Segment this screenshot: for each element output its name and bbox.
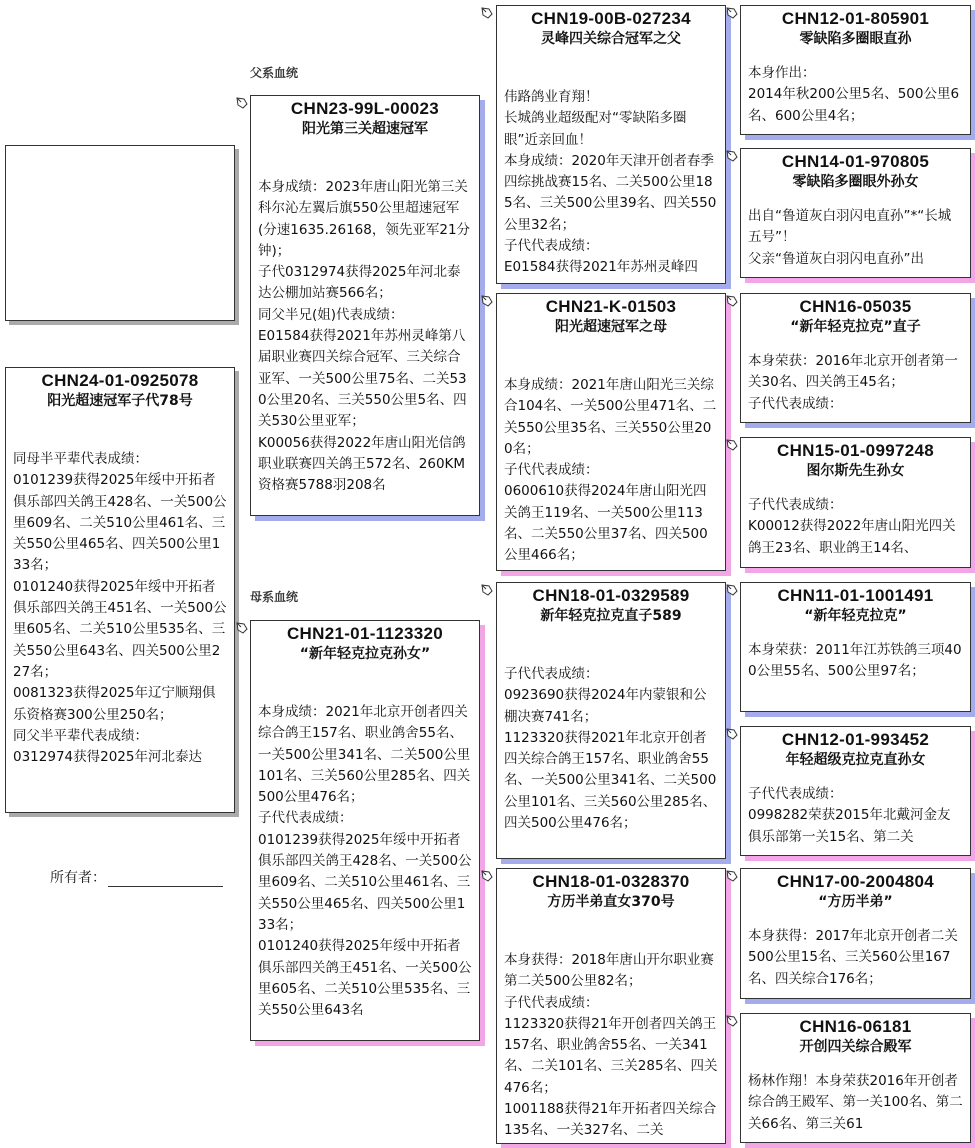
pigeon-details: 出自“鲁道灰白羽闪电直孙”*“长城五号”！ 父亲“鲁道灰白羽闪电直孙”出 xyxy=(748,208,952,267)
pigeon-name: 灵峰四关综合冠军之父 xyxy=(541,31,681,47)
pigeon-details: 子代代表成绩： 0998282荣获2015年北戴河金友俱乐部第一关15名、第二关 xyxy=(748,786,951,845)
edit-icon[interactable] xyxy=(480,869,494,883)
pigeon-name: 图尔斯先生孙女 xyxy=(806,463,905,479)
pigeon-name: 零缺陷多圈眼直孙 xyxy=(799,31,912,47)
ancestor-card[interactable] xyxy=(740,1013,971,1143)
pigeon-details: 子代代表成绩： 0923690获得2024年内蒙银和公棚决赛741名； 1123320获得2021年北京开创者四关综合鸽王157名、职业鸽舍55名、一关500公里341名、二关500公里101名、三关560公里285名、四关500公里476名； xyxy=(504,666,717,832)
owner-label: 所有者： xyxy=(50,870,106,886)
dam-card[interactable] xyxy=(250,620,480,1041)
sire-card[interactable] xyxy=(250,95,480,516)
ring-number: CHN18-01-0329589 xyxy=(532,586,690,605)
sire-line-label: 父系血统 xyxy=(250,66,299,80)
pigeon-details: 本身荣获：2011年江苏铁鸽三项400公里55名、500公里97名； xyxy=(748,642,962,680)
ring-number: CHN23-99L-00023 xyxy=(290,99,440,118)
pigeon-details: 伟路鸽业育翔！ 长城鸽业超级配对“零缺陷多圈眼”近亲回血！ 本身成绩：2020年天津开创者春季四综挑战赛15名、二关500公里185名、三关500公里39名、四关550公里32名； 子代代表成绩： E01584获得2021年苏州灵峰四 xyxy=(504,89,717,276)
ring-number: CHN16-05035 xyxy=(799,297,912,316)
pigeon-details: 杨林作翔！本身荣获2016年开创者综合鸽王殿军、第一关100名、第二关66名、第三关61 xyxy=(748,1073,963,1132)
owner-field xyxy=(50,867,223,887)
pigeon-name: “方历半弟” xyxy=(818,894,893,910)
ancestor-card[interactable] xyxy=(740,582,971,712)
pigeon-name: 新年轻克拉克直子589 xyxy=(540,608,682,624)
ancestor-card[interactable] xyxy=(740,293,971,423)
pigeon-details: 本身获得：2017年北京开创者二关500公里15名、三关560公里167名、四关综合176名； xyxy=(748,928,958,987)
sire-sire-card[interactable] xyxy=(496,5,726,284)
pigeon-name: 零缺陷多圈眼外孙女 xyxy=(792,174,919,190)
pigeon-name: 阳光超速冠军子代78号 xyxy=(47,393,193,409)
ring-number: CHN11-01-1001491 xyxy=(777,586,934,605)
pigeon-details: 本身成绩：2023年唐山阳光第三关科尔沁左翼后旗550公里超速冠军(分速1635.26168，领先亚军21分钟)； 子代0312974获得2025年河北泰达公棚加站赛566名； 同父半兄(姐)代表成绩： E01584获得2021年苏州灵峰第八届职业赛四关综合冠军、三关综合亚军、一关500公里75名、二关530公里20名、三关550公里5名、四关530公里亚军； K00056获得2022年唐山阳光信鸽职业联赛四关鸽王572名、260KM资格赛5788羽208名 xyxy=(258,179,471,494)
dam-line-label: 母系血统 xyxy=(250,590,299,604)
ring-number: CHN12-01-993452 xyxy=(781,730,930,749)
edit-icon[interactable] xyxy=(725,294,739,308)
dam-dam-card[interactable] xyxy=(496,868,726,1144)
edit-icon[interactable] xyxy=(725,869,739,883)
pigeon-details: 本身获得：2018年唐山开尔职业赛第二关500公里82名； 子代代表成绩： 1123320获得21年开创者四关鸽王157名、职业鸽舍55名、一关341名、二关101名、三关285名、四关476名； 1001188获得21年开拓者四关综合135名、一关327名、二关 xyxy=(504,952,718,1139)
ring-number: CHN15-01-0997248 xyxy=(777,441,934,460)
dam-sire-card[interactable] xyxy=(496,582,726,859)
ancestor-card[interactable] xyxy=(740,5,971,135)
pigeon-name: “新年轻克拉克孙女” xyxy=(299,646,431,662)
edit-icon[interactable] xyxy=(725,438,739,452)
pigeon-name: 阳光第三关超速冠军 xyxy=(302,121,428,137)
pigeon-details: 本身成绩：2021年唐山阳光三关综合104名、一关500公里471名、二关550公里35名、三关550公里200名； 子代代表成绩： 0600610获得2024年唐山阳光四关鸽王119名、一关500公里113名、二关550公里37名、四关500公里466名； xyxy=(504,377,717,564)
pigeon-details: 同母半平辈代表成绩： 0101239获得2025年绥中开拓者俱乐部四关鸽王428名、一关500公里609名、二关510公里461名、三关550公里465名、四关500公里133名； 0101240获得2025年绥中开拓者俱乐部四关鸽王451名、一关500公里605名、二关510公里535名、三关550公里643名、四关500公里227名； 0081323获得2025年辽宁顺翔俱乐资格赛300公里250名； 同父半平辈代表成绩： 0312974获得2025年河北泰达 xyxy=(13,451,227,766)
pigeon-name: “新年轻克拉克”直子 xyxy=(790,319,921,335)
edit-icon[interactable] xyxy=(725,727,739,741)
pigeon-name: 年轻超级克拉克直孙女 xyxy=(785,752,926,768)
subject-card[interactable] xyxy=(5,367,235,813)
pigeon-details: 本身荣获：2016年北京开创者第一关30名、四关鸽王45名； 子代代表成绩： xyxy=(748,353,958,412)
ancestor-card[interactable] xyxy=(740,868,971,999)
pigeon-details: 本身作出： 2014年秋200公里5名、500公里6名、600公里4名； xyxy=(748,65,960,124)
edit-icon[interactable] xyxy=(480,294,494,308)
ring-number: CHN21-K-01503 xyxy=(545,297,677,316)
edit-icon[interactable] xyxy=(725,583,739,597)
pigeon-name: “新年轻克拉克” xyxy=(804,608,907,624)
ancestor-card[interactable] xyxy=(740,726,971,856)
pigeon-details: 本身成绩：2021年北京开创者四关综合鸽王157名、职业鸽舍55名、一关500公里341名、二关500公里101名、三关560公里285名、四关500公里476名； 子代代表成绩： 0101239获得2025年绥中开拓者俱乐部四关鸽王428名、一关500公里609名、二关510公里461名、三关550公里465名、四关500公里133名； 0101240获得2025年绥中开拓者俱乐部四关鸽王451名、一关500公里605名、二关510公里535名、三关550公里643名 xyxy=(258,704,472,1019)
pigeon-details: 子代代表成绩： K00012获得2022年唐山阳光四关鸽王23名、职业鸽王14名、 xyxy=(748,497,956,556)
pigeon-name: 开创四关综合殿军 xyxy=(799,1039,912,1055)
pigeon-name: 方历半弟直女370号 xyxy=(547,894,675,910)
ring-number: CHN18-01-0328370 xyxy=(532,872,690,891)
edit-icon[interactable] xyxy=(725,149,739,163)
edit-icon[interactable] xyxy=(235,96,249,110)
photo-placeholder xyxy=(5,145,235,321)
edit-icon[interactable] xyxy=(480,583,494,597)
edit-icon[interactable] xyxy=(725,6,739,20)
ring-number: CHN16-06181 xyxy=(799,1017,912,1036)
pigeon-name: 阳光超速冠军之母 xyxy=(555,319,667,335)
ring-number: CHN14-01-970805 xyxy=(781,152,930,171)
edit-icon[interactable] xyxy=(480,6,494,20)
sire-dam-card[interactable] xyxy=(496,293,726,571)
ring-number: CHN21-01-1123320 xyxy=(286,624,443,643)
ancestor-card[interactable] xyxy=(740,148,971,278)
ring-number: CHN17-00-2004804 xyxy=(777,872,934,891)
edit-icon[interactable] xyxy=(235,621,249,635)
edit-icon[interactable] xyxy=(725,1014,739,1028)
owner-blank xyxy=(108,872,223,887)
ring-number: CHN24-01-0925078 xyxy=(41,371,199,390)
ancestor-card[interactable] xyxy=(740,437,971,568)
ring-number: CHN19-00B-027234 xyxy=(531,9,691,28)
ring-number: CHN12-01-805901 xyxy=(781,9,930,28)
